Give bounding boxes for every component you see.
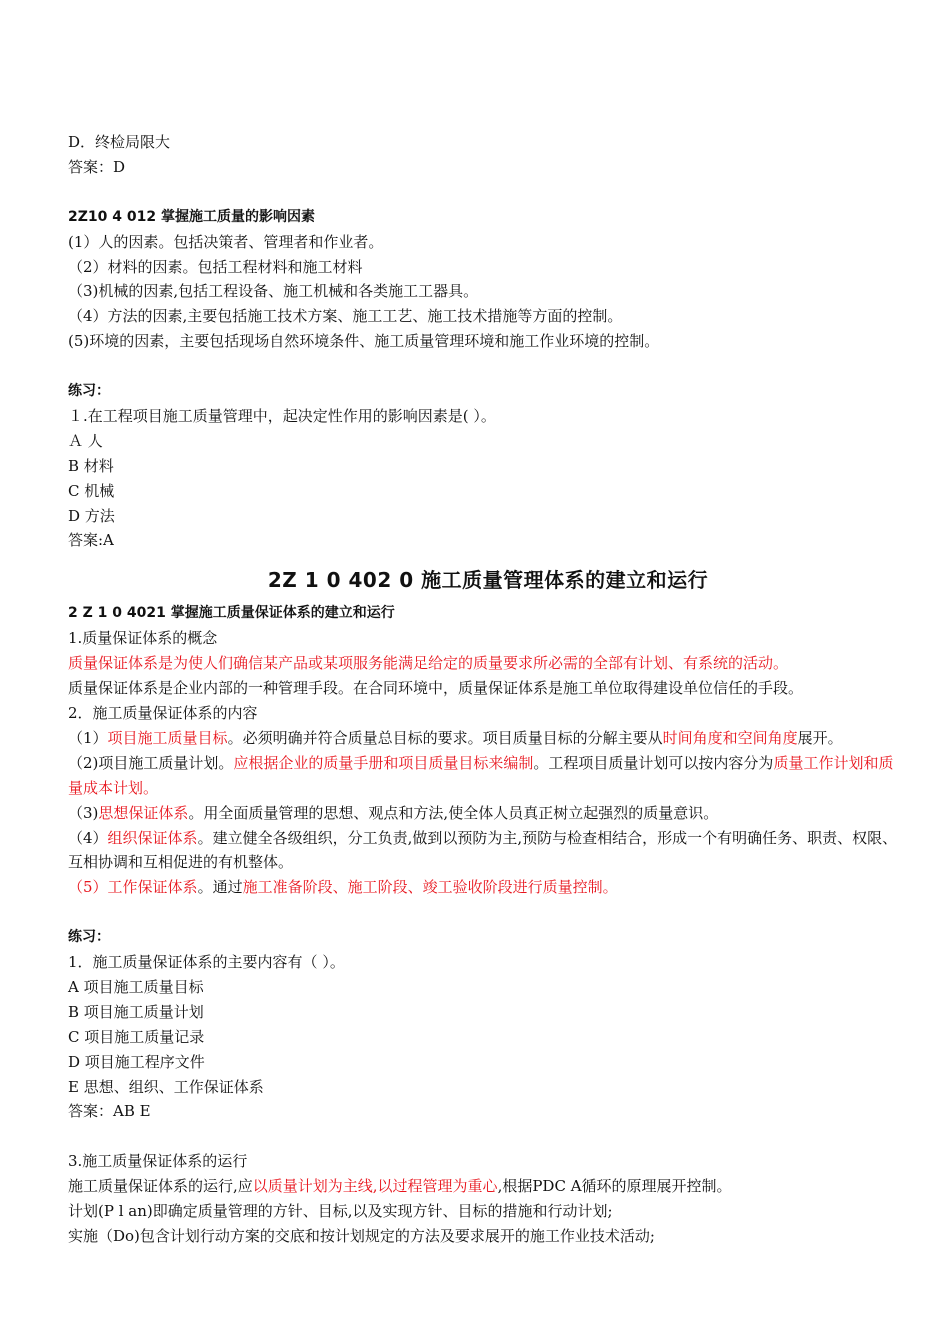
highlight-text: 施工准备阶段、施工阶段、竣工验收阶段进行质量控制。 <box>242 878 618 897</box>
paragraph-title: 1.质量保证体系的概念 <box>68 629 218 648</box>
answer-line: 答案：AB E <box>68 1102 151 1121</box>
paragraph-title: 3.施工质量保证体系的运行 <box>68 1152 248 1171</box>
operation-text: 施工质量保证体系的运行,应以质量计划为主线,以过程管理为重心,根据PDC A循环的原理展开控制。 <box>68 1177 732 1196</box>
section-heading: 2Z10 4 012 掌握施工质量的影响因素 <box>68 208 315 225</box>
paragraph-text: 质量保证体系是企业内部的一种管理手段。在合同环境中，质量保证体系是施工单位取得建设单位信任的手段。 <box>68 679 804 698</box>
option-c: C 机械 <box>68 481 115 500</box>
list-item: （4）方法的因素,主要包括施工技术方案、施工工艺、施工技术措施等方面的控制。 <box>68 307 623 326</box>
highlight-text: 以质量计划为主线,以过程管理为重心 <box>252 1177 498 1196</box>
answer-line: 答案:A <box>68 531 114 550</box>
practice-label: 练习： <box>68 929 110 946</box>
highlight-text: 时间角度和空间角度 <box>662 728 798 747</box>
answer-line: 答案：D <box>68 157 126 176</box>
practice-question: １.在工程项目施工质量管理中，起决定性作用的影响因素是( ）。 <box>68 406 496 425</box>
highlight-text: 项目施工质量目标 <box>107 728 228 747</box>
do-text: 实施（Do)包含计划行动方案的交底和按计划规定的方法及要求展开的施工作业技术活动; <box>68 1227 655 1245</box>
document-page <box>68 130 908 1249</box>
option-e: E 思想、组织、工作保证体系 <box>68 1077 264 1096</box>
option-d: D 方法 <box>68 506 115 525</box>
highlight-text: 思想保证体系 <box>98 803 189 822</box>
option-d: D 项目施工程序文件 <box>68 1052 205 1071</box>
list-item: (1）人的因素。包括决策者、管理者和作业者。 <box>68 232 384 251</box>
paragraph-title: 2．施工质量保证体系的内容 <box>68 704 258 722</box>
content-item-3: （3)思想保证体系。用全面质量管理的思想、观点和方法,使全体人员真正树立起强烈的质量意识。 <box>68 803 719 822</box>
content-item-2: （2)项目施工质量计划。应根据企业的质量手册和项目质量目标来编制。工程项目质量计划可以按内容分为质量工作计划和质量成本计划。 <box>68 753 894 797</box>
option-d: D．终检局限大 <box>68 133 171 151</box>
option-a: A 项目施工质量目标 <box>68 977 204 996</box>
list-item: （3)机械的因素,包括工程设备、施工机械和各类施工工器具。 <box>68 282 479 301</box>
highlight-text: 组织保证体系 <box>107 828 198 847</box>
definition-text: 质量保证体系是为使人们确信某产品或某项服务能满足给定的质量要求所必需的全部有计划、有系统的活动。 <box>68 654 789 673</box>
practice-question: 1．施工质量保证体系的主要内容有（ ）。 <box>68 953 345 972</box>
plan-text: 计划(P l an)即确定质量管理的方针、目标,以及实现方针、目标的措施和行动计划; <box>68 1202 613 1221</box>
content-item-1: （1）项目施工质量目标。必须明确并符合质量总目标的要求。项目质量目标的分解主要从时间角度和空间角度展开。 <box>68 728 843 747</box>
option-b: B 项目施工质量计划 <box>68 1002 204 1021</box>
option-a: Ａ 人 <box>68 431 103 450</box>
list-item: （2）材料的因素。包括工程材料和施工材料 <box>68 257 363 276</box>
highlight-text: 质量工作计划和质量成本计划 <box>68 753 894 797</box>
chapter-title: 2Z 1 0 402 0 施工质量管理体系的建立和运行 <box>267 568 709 593</box>
list-item: (5)环境的因素，主要包括现场自然环境条件、施工质量管理环境和施工作业环境的控制。 <box>68 332 660 351</box>
content-item-4: （4）组织保证体系。建立健全各级组织，分工负责,做到以预防为主,预防与检查相结合，形成一个有明确任务、职责、权限、互相协调和互相促进的有机整体。 <box>68 828 898 872</box>
section-heading: 2 Z 1 0 4021 掌握施工质量保证体系的建立和运行 <box>68 605 395 622</box>
highlight-text: 工作保证体系 <box>107 878 198 897</box>
option-b: B 材料 <box>68 456 114 475</box>
option-c: C 项目施工质量记录 <box>68 1027 205 1046</box>
content-item-5: （5）工作保证体系。通过施工准备阶段、施工阶段、竣工验收阶段进行质量控制。 <box>68 878 618 897</box>
practice-label: 练习： <box>68 383 110 400</box>
highlight-text: 应根据企业的质量手册和项目质量目标来编制 <box>233 753 534 772</box>
